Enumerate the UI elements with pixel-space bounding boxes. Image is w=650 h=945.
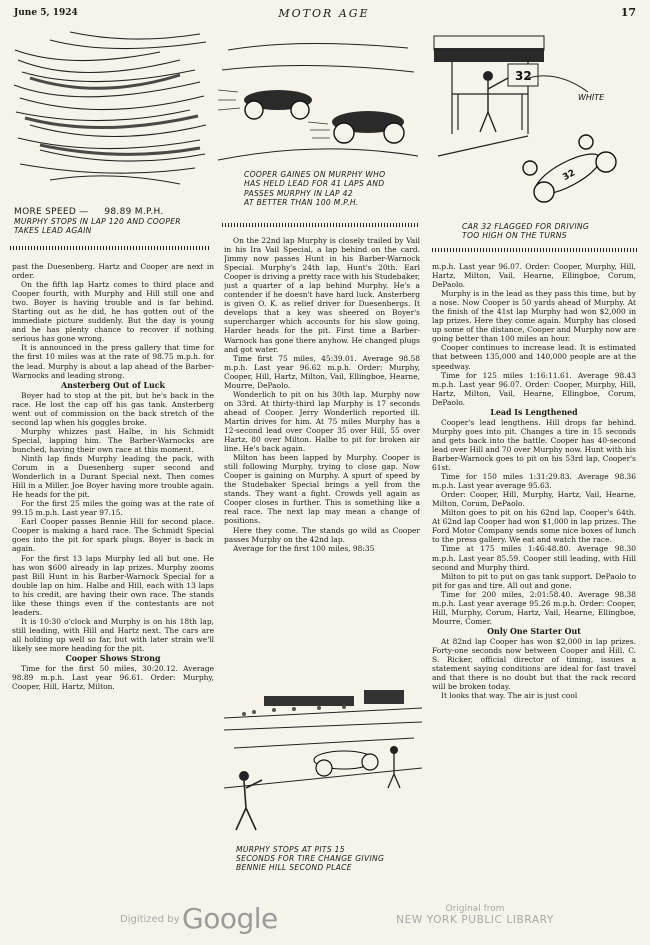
flagman-drawing <box>428 34 638 222</box>
text-column-2 <box>224 236 420 681</box>
caption-line: COOPER GAINES ON MURPHY WHO <box>244 170 386 179</box>
article-paragraph: Milton has been lapped by Murphy. Cooper is still following Murphy, trying to close gap. Now Cooper is gaining on Murphy. A spurt of speed by the Studebaker Special brings a yell from the stands. They want a fight. Crowds yell again as Cooper closes in further. This is something like a real race. The next lap may mean a change of positions. <box>224 453 420 526</box>
flag-color-label: WHITE <box>578 93 605 102</box>
article-paragraph: Cooper's lead lengthens. Hill drops far behind. Murphy goes into pit. Changes a tire in 15 seconds and gets back into the battle. Cooper has 40-second lead over Hill and 70 over Murphy now. Hunt with his Barber-Warnock goes to pit on his 53rd lap, Cooper's 61st. <box>432 417 636 473</box>
article-paragraph: Time first 75 miles, 45:39.01. Average 98.58 m.p.h. Last year 96.62 m.p.h. Order: Murphy, Cooper, Hill, Hartz, Milton, Vail, Ellingboe, Hearne, Mourre, DePaolo. <box>224 353 420 390</box>
issue-date: June 5, 1924 <box>14 8 78 18</box>
section-heading: Only One Starter Out <box>487 626 581 636</box>
article-paragraph: Boyer had to stop at the pit, but he's back in the race. He lost the cap off his gas tank. Ansterberg went out of commission on the back stretch of the second lap when his goggles broke. <box>12 390 214 427</box>
article-paragraph: For the first 25 miles the going was at the rate of 99.15 m.p.h. Last year 97.15. <box>12 499 214 518</box>
google-logo: Google <box>182 902 278 935</box>
pit-stop-cartoon <box>224 688 422 843</box>
caption-more-speed: MORE SPEED — <box>14 207 89 217</box>
article-paragraph: Cooper continues to increase lead. It is estimated that between 135,000 and 140,000 people are at the speedway. <box>432 343 636 371</box>
page-number: 17 <box>620 6 636 19</box>
magazine-title: MOTOR AGE <box>278 7 370 20</box>
caption-line: HAS HELD LEAD FOR 41 LAPS AND <box>244 179 385 189</box>
original-from-label: Original from <box>445 904 505 914</box>
article-paragraph: Milton goes to pit on his 62nd lap, Cooper's 64th. At 62nd lap Cooper had won $1,000 in lap prizes. The Ford Motor Company sends some nice boxes of lunch to the press gallery. We eat and watch the race. <box>432 508 636 545</box>
caption-line: MURPHY STOPS IN LAP 120 AND COOPER <box>14 217 181 226</box>
caption-line: MURPHY STOPS AT PITS 15 <box>236 845 345 854</box>
caption-speed-value: 98.89 M.P.H. <box>104 207 164 217</box>
flagman-cartoon <box>428 34 638 222</box>
article-paragraph: It is announced in the press gallery that time for the first 10 miles was at the rate of 98.75 m.p.h. for the lead. Murphy is about a lap ahead of the Barber-Warnocks and leading strong. <box>12 343 214 380</box>
pit-stop-caption <box>236 845 426 872</box>
article-paragraph: m.p.h. Last year 96.07. Order: Cooper, Murphy, Hill, Hartz, Milton, Vail, Hearne, Ellingboe, Corum, DePaolo. <box>432 262 636 290</box>
speed-cartoon-caption <box>14 208 214 235</box>
article-paragraph: Murphy whizzes past Halbe, in his Schmidt Special, lapping him. The Barber-Warnocks are bunched, having their own race at this moment. <box>12 426 214 454</box>
section-heading: Ansterberg Out of Luck <box>60 380 166 390</box>
caption-line: AT BETTER THAN 100 M.P.H. <box>244 198 359 208</box>
cartoon-rule-center <box>222 223 420 227</box>
article-paragraph: Time for 200 miles, 2:01:58.40. Average 98.38 m.p.h. Last year average 95.26 m.p.h. Order: Cooper, Hill, Murphy, Corum, Hartz, Vail, Hearne, Ellingboe, Mourre, Comer. <box>432 589 636 626</box>
article-paragraph: On the 22nd lap Murphy is closely trailed by Vail in his Ira Vail Special, a lap behind on the card. Jimmy now passes Hunt in his Barber-Warnock Special. Murphy's 24th lap, Hunt's 20th. Earl Cooper is driving a pretty race with his Studebaker, just a quarter of a lap behind Murphy. He's a contender if he doesn't have hard luck. Ansterberg is given O. K. as relief driver for Duesenbergs. It develops that a key was sheered on Boyer's supercharger which accounts for his slow going. Harder heads for the pit. First time a Barber-Warnock has gone there anyhow. He changed plugs and got water. <box>224 236 420 354</box>
library-name: NEW YORK PUBLIC LIBRARY <box>396 914 554 926</box>
flag-number: 32 <box>515 69 532 83</box>
cartoon-rule-right <box>432 248 638 252</box>
article-paragraph: For the first 13 laps Murphy led all but one. He has won $600 already in lap prizes. Murphy zooms past Bill Hunt in his Barber-Warnock Special for a double lap on him. Halbe and Hill, each with 13 laps to his credit, are having their own race. The stands like these things even if the contestants are not leaders. <box>12 553 214 617</box>
article-paragraph: Earl Cooper passes Bennie Hill for second place. Cooper is making a hard race. The Schmidt Special goes into the pit for spark plugs. Boyer is back in again. <box>12 517 214 554</box>
article-paragraph: Order: Cooper, Hill, Murphy, Hartz, Vail, Hearne, Milton, Corum, DePaolo. <box>432 490 636 509</box>
caption-line: SECONDS FOR TIRE CHANGE GIVING <box>236 854 385 863</box>
article-paragraph: It is 10:30 o'clock and Murphy is on his 18th lap, still leading, with Hill and Hartz next. The cars are all holding up well so far, but with later strain we'll likely see more heading for the pit. <box>12 616 214 653</box>
original-source <box>360 904 590 926</box>
section-heading: Lead Is Lengthened <box>490 407 578 417</box>
article-paragraph: Murphy is in the lead as they pass this time, but by a nose. Now Cooper is 50 yards ahead of Murphy. At the finish of the 41st lap Murphy had won $2,000 in lap prizes. Here they come again. Murphy has closed up some of the distance, Cooper and Murphy now are going better than 100 miles an hour. <box>432 289 636 344</box>
article-paragraph: Time for 150 miles 1:31:29.83. Average 98.36 m.p.h. Last year average 95.63. <box>432 472 636 491</box>
speed-cartoon <box>10 30 210 202</box>
article-paragraph: past the Duesenberg. Hartz and Cooper are next in order. <box>12 262 214 281</box>
article-paragraph: Time at 175 miles 1:46:48.80. Average 98.30 m.p.h. Last year 85.59. Cooper still leading, with Hill second and Murphy third. <box>432 544 636 572</box>
page-header <box>8 6 640 24</box>
article-paragraph: Average for the first 100 miles, 98:35 <box>233 543 375 553</box>
caption-line: TAKES LEAD AGAIN <box>14 226 92 235</box>
article-paragraph: Time for 125 miles 1:16:11.61. Average 98.43 m.p.h. Last year 96.07. Order: Cooper, Murphy, Hill, Hartz, Milton, Vail, Hearne, Ellingboe, Corum, DePaolo. <box>432 370 636 407</box>
caption-line: BENNIE HILL SECOND PLACE <box>236 863 352 872</box>
article-paragraph: Ninth lap finds Murphy leading the pack, with Corum in a Duesenberg super second and Wonderlich in a Durant Special next. Then comes Hill in a Miller. Joe Boyer having more trouble again. He heads for the pit. <box>12 453 214 500</box>
article-paragraph: Milton to pit to put on gas tank support. DePaolo to pit for gas and tire. All out and gone. <box>432 571 636 590</box>
race-cars-cartoon <box>218 30 418 170</box>
digitized-by-label: Digitized by <box>120 914 180 925</box>
article-paragraph: At 82nd lap Cooper has won $2,000 in lap prizes. Forty-one seconds now between Cooper and Hill. C. S. Ricker, official director of timing, issues a statement saying conditions are ideal for fast travel and that there is no doubt but that the rack record will be broken today. <box>432 636 636 692</box>
flagman-caption <box>462 222 642 240</box>
text-column-3 <box>432 262 636 902</box>
article-paragraph: On the fifth lap Hartz comes to third place and Cooper fourth, with Murphy and Hill still one and two. Boyer is having trouble and is far behind. Starting out as he did, he has gotten out of the immediate picture suddenly. But the day is young and he has plenty chance to recover if nothing serious has gone wrong. <box>12 280 214 344</box>
article-paragraph: Wonderlich to pit on his 30th lap. Murphy now on 33rd. At thirty-third lap Murphy is 17 seconds ahead of Cooper. Jerry Wonderlich reported ill. Martin drives for him. At 75 miles Murphy has a 12-second lead over Cooper 35 over Hill, 55 over Hartz, 80 over Milton. Halbe to pit for broken air line. He's back again. <box>224 389 420 454</box>
speed-lines-drawing <box>10 30 210 202</box>
text-column-1 <box>12 262 214 902</box>
article-paragraph: Time for the first 50 miles, 30:20.12. Average 98.89 m.p.h. Last year 96.61. Order: Murphy, Cooper, Hill, Hartz, Milton. <box>12 664 214 692</box>
caption-line: PASSES MURPHY IN LAP 42 <box>244 188 353 198</box>
caption-line: TOO HIGH ON THE TURNS <box>462 231 567 240</box>
digitized-by-google <box>120 902 330 936</box>
car-number: 32 <box>561 168 578 183</box>
article-paragraph: It looks that way. The air is just cool <box>441 691 578 701</box>
race-cars-caption <box>244 170 419 208</box>
cartoon-rule-left <box>10 246 210 250</box>
section-heading: Cooper Shows Strong <box>65 654 161 664</box>
pit-stop-drawing <box>224 688 422 843</box>
race-cars-drawing <box>218 30 418 170</box>
article-paragraph: Here they come. The stands go wild as Cooper passes Murphy on the 42nd lap. <box>224 525 420 544</box>
caption-line: CAR 32 FLAGGED FOR DRIVING <box>462 222 590 231</box>
